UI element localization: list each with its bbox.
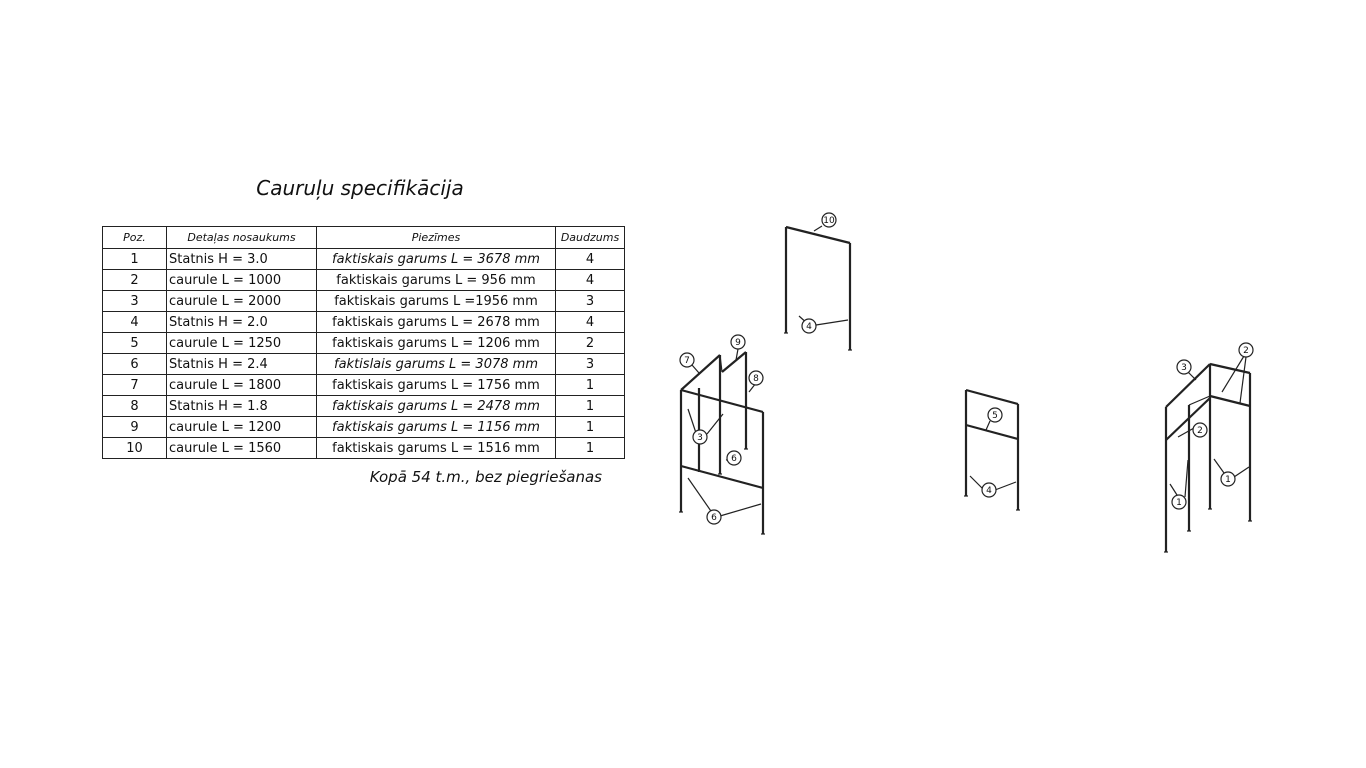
header-quantity: Daudzums bbox=[556, 227, 625, 249]
svg-text:2: 2 bbox=[1243, 346, 1249, 356]
cell-note: faktiskais garums L = 956 mm bbox=[317, 270, 556, 291]
cell-name: Statnis H = 3.0 bbox=[167, 249, 317, 270]
cell-note: faktiskais garums L = 1516 mm bbox=[317, 438, 556, 459]
cell-pos: 5 bbox=[103, 333, 167, 354]
cell-note: faktiskais garums L =1956 mm bbox=[317, 291, 556, 312]
frame-a bbox=[784, 226, 852, 350]
cell-qty: 1 bbox=[556, 375, 625, 396]
balloon bbox=[988, 408, 1002, 422]
svg-text:4: 4 bbox=[986, 486, 992, 496]
frame-d bbox=[1164, 356, 1252, 552]
cell-qty: 4 bbox=[556, 249, 625, 270]
cell-name: Statnis H = 2.0 bbox=[167, 312, 317, 333]
cell-qty: 1 bbox=[556, 417, 625, 438]
svg-text:3: 3 bbox=[1181, 363, 1187, 373]
svg-text:6: 6 bbox=[711, 513, 717, 523]
cell-qty: 1 bbox=[556, 438, 625, 459]
svg-text:10: 10 bbox=[823, 216, 835, 226]
cell-note: faktiskais garums L = 1206 mm bbox=[317, 333, 556, 354]
cell-name: caurule L = 1560 bbox=[167, 438, 317, 459]
balloon bbox=[693, 430, 707, 444]
cell-note: faktiskais garums L = 3678 mm bbox=[317, 249, 556, 270]
cell-pos: 10 bbox=[103, 438, 167, 459]
balloon bbox=[731, 335, 745, 349]
cell-pos: 9 bbox=[103, 417, 167, 438]
cell-pos: 7 bbox=[103, 375, 167, 396]
svg-text:3: 3 bbox=[697, 433, 703, 443]
svg-text:6: 6 bbox=[731, 454, 737, 464]
cell-qty: 3 bbox=[556, 354, 625, 375]
cell-qty: 1 bbox=[556, 396, 625, 417]
balloon bbox=[802, 319, 816, 333]
balloon bbox=[1239, 343, 1253, 357]
svg-text:1: 1 bbox=[1225, 475, 1231, 485]
balloon bbox=[707, 510, 721, 524]
balloon bbox=[982, 483, 996, 497]
cell-name: caurule L = 2000 bbox=[167, 291, 317, 312]
cell-name: caurule L = 1250 bbox=[167, 333, 317, 354]
cell-note: faktiskais garums L = 1156 mm bbox=[317, 417, 556, 438]
cell-qty: 4 bbox=[556, 270, 625, 291]
balloon bbox=[727, 451, 741, 465]
cell-pos: 3 bbox=[103, 291, 167, 312]
svg-text:5: 5 bbox=[992, 411, 998, 421]
cell-pos: 6 bbox=[103, 354, 167, 375]
cell-pos: 8 bbox=[103, 396, 167, 417]
header-notes: Piezīmes bbox=[317, 227, 556, 249]
cell-note: faktiskais garums L = 2678 mm bbox=[317, 312, 556, 333]
cell-qty: 3 bbox=[556, 291, 625, 312]
svg-text:8: 8 bbox=[753, 374, 759, 384]
balloon bbox=[1177, 360, 1191, 374]
cell-note: faktislais garums L = 3078 mm bbox=[317, 354, 556, 375]
svg-text:1: 1 bbox=[1176, 498, 1182, 508]
total-note: Kopā 54 t.m., bez piegriešanas bbox=[369, 468, 602, 486]
cell-qty: 4 bbox=[556, 312, 625, 333]
balloon bbox=[822, 213, 836, 227]
cell-pos: 2 bbox=[103, 270, 167, 291]
balloon bbox=[749, 371, 763, 385]
balloon bbox=[1193, 423, 1207, 437]
svg-text:2: 2 bbox=[1197, 426, 1203, 436]
cell-name: caurule L = 1800 bbox=[167, 375, 317, 396]
svg-text:7: 7 bbox=[684, 356, 690, 366]
cell-note: faktiskais garums L = 1756 mm bbox=[317, 375, 556, 396]
cell-name: Statnis H = 2.4 bbox=[167, 354, 317, 375]
cell-qty: 2 bbox=[556, 333, 625, 354]
cell-pos: 4 bbox=[103, 312, 167, 333]
balloon bbox=[680, 353, 694, 367]
balloon bbox=[1221, 472, 1235, 486]
cell-name: caurule L = 1000 bbox=[167, 270, 317, 291]
spec-title: Cauruļu specifikācija bbox=[256, 176, 464, 200]
svg-text:4: 4 bbox=[806, 322, 812, 332]
header-pos: Poz. bbox=[103, 227, 167, 249]
cell-pos: 1 bbox=[103, 249, 167, 270]
balloon bbox=[1172, 495, 1186, 509]
cell-name: Statnis H = 1.8 bbox=[167, 396, 317, 417]
header-name: Detaļas nosaukums bbox=[167, 227, 317, 249]
cell-note: faktiskais garums L = 2478 mm bbox=[317, 396, 556, 417]
svg-text:9: 9 bbox=[735, 338, 741, 348]
cell-name: caurule L = 1200 bbox=[167, 417, 317, 438]
